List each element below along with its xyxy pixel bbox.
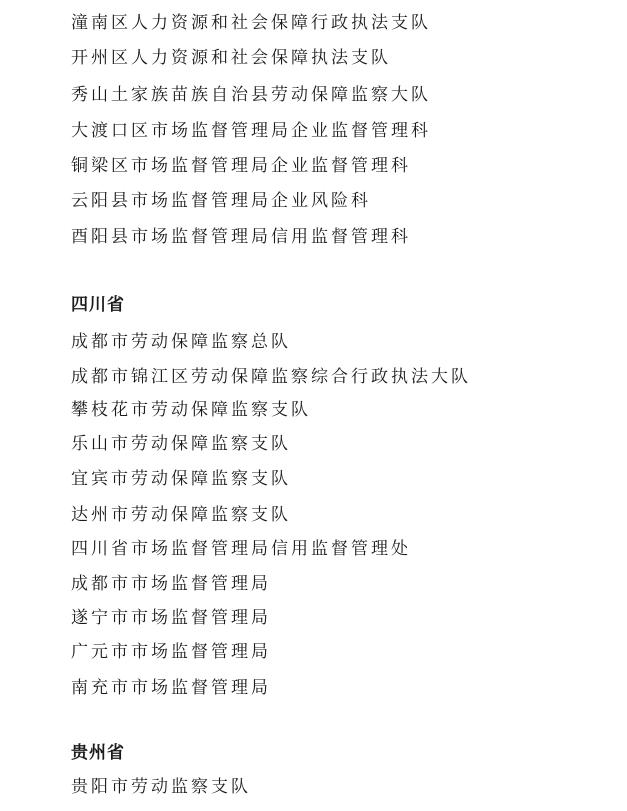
list-item: 南充市市场监督管理局: [71, 678, 271, 698]
list-item: 贵阳市劳动监察支队: [71, 777, 251, 797]
list-item: 四川省市场监督管理局信用监督管理处: [71, 539, 411, 559]
list-item: 酉阳县市场监督管理局信用监督管理科: [71, 227, 411, 247]
list-item: 潼南区人力资源和社会保障行政执法支队: [71, 13, 431, 33]
list-item: 云阳县市场监督管理局企业风险科: [71, 191, 371, 211]
list-item: 成都市劳动保障监察总队: [71, 332, 291, 352]
list-item: 遂宁市市场监督管理局: [71, 608, 271, 628]
list-item: 大渡口区市场监督管理局企业监督管理科: [71, 121, 431, 141]
list-item: 攀枝花市劳动保障监察支队: [71, 400, 311, 420]
list-item: 开州区人力资源和社会保障执法支队: [71, 48, 391, 68]
list-item: 铜梁区市场监督管理局企业监督管理科: [71, 156, 411, 176]
list-item: 乐山市劳动保障监察支队: [71, 434, 291, 454]
list-item: 达州市劳动保障监察支队: [71, 505, 291, 525]
section-heading: 四川省: [71, 295, 125, 315]
list-item: 广元市市场监督管理局: [71, 642, 271, 662]
list-item: 成都市锦江区劳动保障监察综合行政执法大队: [71, 367, 471, 387]
section-heading: 贵州省: [71, 743, 125, 763]
list-item: 成都市市场监督管理局: [71, 574, 271, 594]
list-item: 秀山土家族苗族自治县劳动保障监察大队: [71, 85, 431, 105]
list-item: 宜宾市劳动保障监察支队: [71, 469, 291, 489]
